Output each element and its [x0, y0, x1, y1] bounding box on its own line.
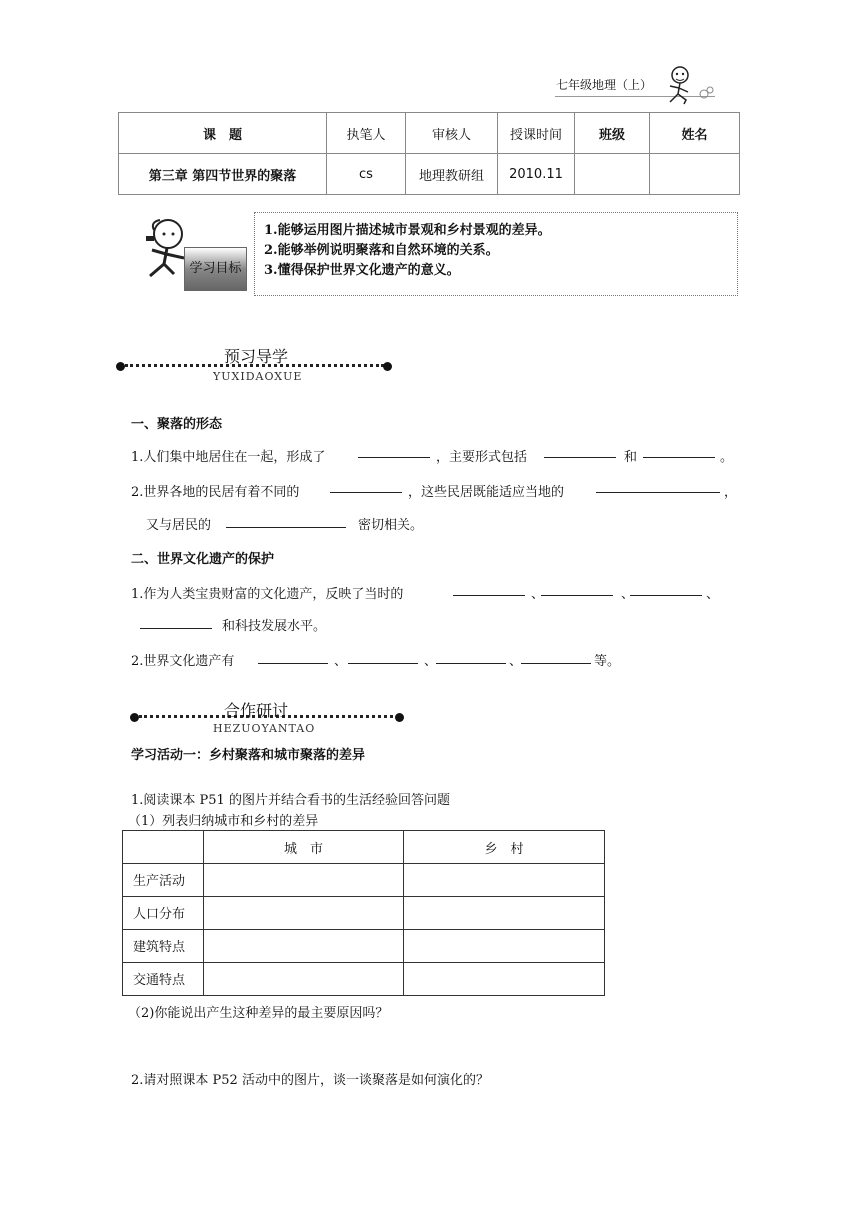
answer-blank[interactable] [226, 527, 346, 528]
answer-blank[interactable] [140, 628, 212, 629]
header-cell-date: 授课时间 [498, 113, 575, 154]
separator-text: 、 [334, 654, 348, 669]
question-subtext: （2)你能说出产生这种差异的最主要原因吗？ [128, 1006, 389, 1021]
objectives-label: 学习目标 [184, 247, 247, 291]
section-pinyin: HEZUOYANTAO [213, 722, 316, 735]
answer-blank[interactable] [521, 663, 591, 664]
cell-name[interactable] [650, 154, 740, 195]
answer-cell[interactable] [204, 897, 404, 930]
answer-blank[interactable] [358, 457, 430, 458]
question-text: 和 [624, 450, 638, 465]
cell-topic: 第三章 第四节世界的聚落 [119, 154, 327, 195]
header-cell-topic: 课 题 [119, 113, 327, 154]
question-text: 2.世界文化遗产有 [131, 654, 235, 669]
header-cell-author: 执笔人 [327, 113, 406, 154]
separator-text: 、 [424, 654, 438, 669]
table-row [119, 113, 740, 154]
section-title-collab: 合作研讨 [224, 701, 289, 720]
row-label: 建筑特点 [123, 930, 204, 963]
question-text: 又与居民的 [146, 518, 212, 533]
separator-text: 、 [531, 587, 545, 602]
part-heading: 二、世界文化遗产的保护 [131, 552, 275, 567]
answer-blank[interactable] [596, 492, 720, 493]
answer-cell[interactable] [404, 930, 605, 963]
answer-blank[interactable] [348, 663, 418, 664]
stick-figure-icon [658, 64, 718, 108]
question-text: 2.世界各地的民居有着不同的 [131, 485, 300, 500]
cell-date: 2010.11 [498, 154, 575, 195]
answer-blank[interactable] [541, 595, 613, 596]
separator-text: 、 [621, 587, 635, 602]
table-row [119, 154, 740, 195]
separator-text: 、 [706, 587, 720, 602]
answer-cell[interactable] [404, 864, 605, 897]
table-row [123, 963, 605, 996]
city-rural-comparison-table [122, 830, 605, 996]
grade-subject-label: 七年级地理（上） [556, 78, 653, 92]
table-row [123, 831, 605, 864]
question-text: 密切相关。 [358, 518, 424, 533]
answer-cell[interactable] [204, 864, 404, 897]
header-cell-reviewer: 审核人 [406, 113, 498, 154]
separator-text: 、 [509, 654, 523, 669]
question-text: 1.人们集中地居住在一起，形成了 [131, 450, 326, 465]
objective-item: 1.能够运用图片描述城市景观和乡村景观的差异。 [264, 223, 551, 238]
cell-reviewer: 地理教研组 [406, 154, 498, 195]
question-text: 和科技发展水平。 [222, 619, 327, 634]
row-label: 生产活动 [123, 864, 204, 897]
answer-cell[interactable] [204, 930, 404, 963]
section-pinyin: YUXIDAOXUE [213, 370, 303, 383]
section-title-preview: 预习导学 [224, 347, 289, 366]
objective-item: 3.懂得保护世界文化遗产的意义。 [264, 263, 460, 278]
divider-dot [383, 362, 392, 371]
header-cell-name: 姓名 [650, 113, 740, 154]
table-header-city: 城 市 [204, 831, 404, 864]
question-text: ，这些民居既能适应当地的 [408, 485, 565, 500]
table-row [123, 897, 605, 930]
answer-blank[interactable] [544, 457, 616, 458]
question-text: 等。 [594, 654, 621, 669]
question-text: 1.阅读课本 P51 的图片并结合看书的生活经验回答问题 [131, 793, 450, 808]
divider-dot [116, 362, 125, 371]
question-text: ，主要形式包括 [436, 450, 528, 465]
answer-blank[interactable] [258, 663, 328, 664]
answer-cell[interactable] [404, 897, 605, 930]
question-subtext: （1）列表归纳城市和乡村的差异 [128, 814, 319, 829]
part-heading: 一、聚落的形态 [131, 417, 223, 432]
row-label: 人口分布 [123, 897, 204, 930]
cell-class[interactable] [575, 154, 650, 195]
divider-dot [395, 713, 404, 722]
answer-blank[interactable] [643, 457, 715, 458]
divider-dot [130, 713, 139, 722]
question-text: ， [724, 485, 738, 500]
table-header-rural: 乡 村 [404, 831, 605, 864]
table-row [123, 864, 605, 897]
table-row [123, 930, 605, 963]
answer-blank[interactable] [453, 595, 525, 596]
header-cell-class: 班级 [575, 113, 650, 154]
row-label: 交通特点 [123, 963, 204, 996]
lesson-info-table [118, 112, 740, 195]
answer-blank[interactable] [630, 595, 702, 596]
objectives-box [254, 212, 738, 296]
activity-heading: 学习活动一：乡村聚落和城市聚落的差异 [131, 748, 366, 763]
question-text: 。 [720, 450, 734, 465]
objective-item: 2.能够举例说明聚落和自然环境的关系。 [264, 243, 499, 258]
cell-author: cs [327, 154, 406, 195]
answer-cell[interactable] [204, 963, 404, 996]
answer-blank[interactable] [330, 492, 402, 493]
answer-cell[interactable] [404, 963, 605, 996]
table-header-cell [123, 831, 204, 864]
question-text: 2.请对照课本 P52 活动中的图片，谈一谈聚落是如何演化的？ [131, 1073, 489, 1088]
question-text: 1.作为人类宝贵财富的文化遗产，反映了当时的 [131, 587, 404, 602]
answer-blank[interactable] [436, 663, 506, 664]
